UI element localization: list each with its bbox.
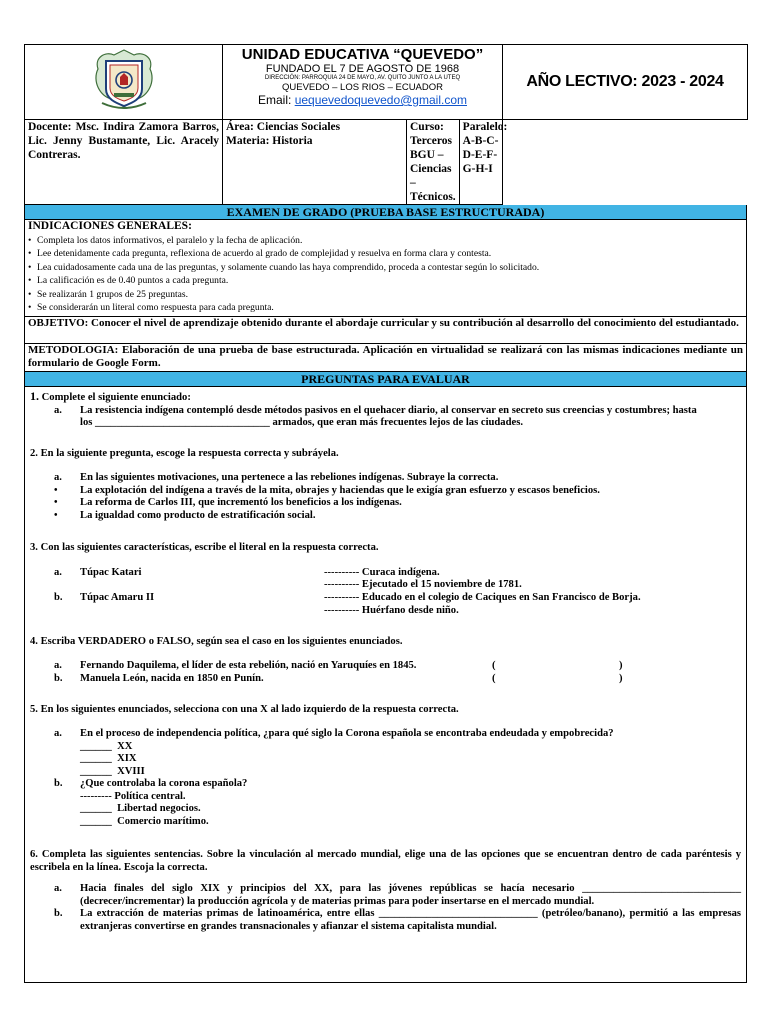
answer-close-paren: )	[619, 660, 623, 672]
indications-box	[24, 220, 747, 317]
feature-item: ---------- Huérfano desde niño.	[324, 604, 459, 616]
questions-title: PREGUNTAS PARA EVALUAR	[24, 372, 747, 387]
list-item: a. Hacia finales del siglo XIX y principios del XX, para las jóvenes repúblicas se hacía necesario ______________________________ (decrecer/incrementar) la producción agrícola y de materias primas para poder insertarse en el mercado mundial.	[54, 883, 741, 907]
question-3: 3. Con las siguientes características, escribe el literal en la respuesta correcta. a. Túpac Katari ---------- Curaca indígena. ---------- Ejecutado el 15 noviembre de 1781. b. Túpac Amaru II ---------- Educado en el colegio de Caciques en San Francisco de Borja. ---------- Huérfano desde niño.	[30, 542, 741, 618]
list-item: • Se considerarán un literal como respuesta para cada pregunta.	[28, 302, 274, 313]
question-text: 6. Completa las siguientes sentencias. Sobre la vinculación al mercado mundial, elige una de las opciones que se encuentran dentro de cada paréntesis y escribela en la línea. Escoja la correcta.	[30, 849, 741, 873]
founded-date: FUNDADO EL 7 DE AGOSTO DE 1968	[265, 63, 460, 75]
area-info	[223, 120, 407, 205]
email-label: Email:	[258, 93, 292, 107]
question-5	[30, 704, 741, 829]
indications-list	[28, 234, 743, 315]
question-1	[30, 390, 741, 430]
logo-cell	[25, 45, 223, 120]
course-info: Curso: Terceros BGU – Ciencias – Técnicos.	[407, 120, 459, 204]
option-item[interactable]: ______ Libertad negocios.	[80, 803, 201, 815]
methodology: METODOLOGIA: Elaboración de una prueba de base estructurada. Aplicación en virtualidad se realizará con las mismas indicaciones mediante un formulario de Google Form.	[24, 344, 747, 372]
subject-label: Materia: Historia	[226, 135, 313, 147]
question-4	[30, 636, 741, 686]
list-item: a. En las siguientes motivaciones, una pertenece a las rebeliones indígenas. Subraye la correcta.	[54, 472, 499, 483]
school-address: DIRECCIÓN: PARROQUIA 24 DE MAYO, AV. QUITO JUNTO A LA UTEQ	[264, 75, 461, 81]
option-item[interactable]: --------- Política central.	[80, 790, 186, 802]
list-item: b. Manuela León, nacida en 1850 en Punín. ( )	[54, 672, 623, 684]
question-text: 4. Escriba VERDADERO o FALSO, según sea el caso en los siguientes enunciados.	[30, 635, 403, 647]
answer-close-paren: )	[619, 672, 623, 684]
list-item: a. Fernando Daquilema, el líder de esta rebelión, nació en Yaruquíes en 1845. ( )	[54, 660, 623, 672]
teacher-info: Docente: Msc. Indira Zamora Barros, Lic. Jenny Bustamante, Lic. Aracely Contreras.	[25, 120, 223, 205]
question-text: 5. En los siguientes enunciados, selecciona con una X al lado izquierdo de la respuesta correcta.	[30, 703, 459, 715]
school-year: AÑO LECTIVO: 2023 - 2024	[503, 45, 748, 120]
answer-open-paren[interactable]: (	[492, 660, 496, 672]
list-item: a. La resistencia indígena contempló desde métodos pasivos en el quehacer diario, al conservar en secreto sus creencias y costumbres; hasta	[54, 404, 697, 416]
question-2	[30, 448, 741, 523]
option-item[interactable]: ______ XX	[80, 740, 133, 752]
area-label: Área: Ciencias Sociales	[226, 121, 341, 133]
list-item: b. La extracción de materias primas de latinoamérica, entre ellas ______________________________ (petróleo/banano), permitió a las empresas extranjeras convertirse en grandes transnacionales y afianzar el sistema capitalista mundial.	[54, 908, 741, 932]
school-crest-icon	[92, 47, 156, 113]
option-item[interactable]: ______ Comercio marítimo.	[80, 815, 209, 827]
feature-item: ---------- Educado en el colegio de Caciques en San Francisco de Borja.	[324, 592, 641, 604]
question-number: 1.	[30, 389, 39, 403]
header-table	[24, 44, 748, 205]
email-link[interactable]: uequevedoquevedo@gmail.com	[294, 93, 467, 107]
question-text: 2. En la siguiente pregunta, escoge la respuesta correcta y subráyela.	[30, 447, 339, 459]
course-parallel-table	[407, 120, 510, 204]
questions-section	[24, 387, 747, 983]
option-a-name: Túpac Katari	[80, 566, 142, 578]
option-item[interactable]: ______ XIX	[80, 753, 137, 765]
school-cell	[223, 45, 503, 120]
option-item[interactable]: • La igualdad como producto de estratificación social.	[54, 509, 316, 521]
list-item: • Lea cuidadosamente cada una de las preguntas, y solamente cuando las haya comprendido, proceda a contestar según lo solicitado.	[28, 261, 540, 273]
list-item: • Lee detenidamente cada pregunta, reflexiona de acuerdo al grado de complejidad y resuelva en forma clara y contesta.	[28, 248, 492, 259]
option-item[interactable]: • La explotación del indígena a través de la mita, obrajes y haciendas que le exigía gran esfuerzo y escasos beneficios.	[54, 484, 600, 496]
email-line	[223, 93, 502, 108]
feature-item: ---------- Ejecutado el 15 noviembre de 1781.	[324, 579, 522, 591]
indications-title: INDICACIONES GENERALES:	[28, 220, 192, 232]
exam-sheet	[24, 44, 747, 983]
list-item: los _________________________________ armados, que eran más frecuentes lejos de las ciudades.	[80, 417, 523, 428]
question-text: 3. Con las siguientes características, escribe el literal en la respuesta correcta.	[30, 542, 379, 553]
list-item: • La calificación es de 0.40 puntos a cada pregunta.	[28, 275, 229, 286]
list-item: • Se realizarán 1 grupos de 25 preguntas.	[28, 288, 189, 300]
objective: OBJETIVO: Conocer el nivel de aprendizaje obtenido durante el abordaje curricular y su contribución al desarrollo del conocimiento del estudiantado.	[24, 317, 747, 344]
question-6	[30, 849, 741, 933]
question-text: Complete el siguiente enunciado:	[41, 392, 191, 403]
option-item[interactable]: ______ XVIII	[80, 765, 145, 777]
school-city: QUEVEDO – LOS RIOS – ECUADOR	[281, 82, 443, 93]
list-item: a. En el proceso de independencia política, ¿para qué siglo la Corona española se encontraba endeudada y empobrecida?	[54, 728, 614, 740]
parallel-info: Paralelo: A-B-C-D-E-F-G-H-I	[462, 121, 508, 175]
exam-title: EXAMEN DE GRADO (PRUEBA BASE ESTRUCTURADA)	[24, 205, 747, 220]
option-b-name: Túpac Amaru II	[80, 592, 155, 604]
answer-open-paren[interactable]: (	[492, 672, 496, 684]
list-item: b. ¿Que controlaba la corona española?	[54, 778, 248, 790]
option-item[interactable]: • La reforma de Carlos III, que incrementó los beneficios a los indígenas.	[54, 497, 402, 508]
list-item: • Completa los datos informativos, el paralelo y la fecha de aplicación.	[28, 234, 303, 246]
school-name: UNIDAD EDUCATIVA “QUEVEDO”	[241, 46, 484, 63]
feature-item: ---------- Curaca indígena.	[324, 566, 440, 578]
course-parallel-cell	[407, 120, 508, 205]
